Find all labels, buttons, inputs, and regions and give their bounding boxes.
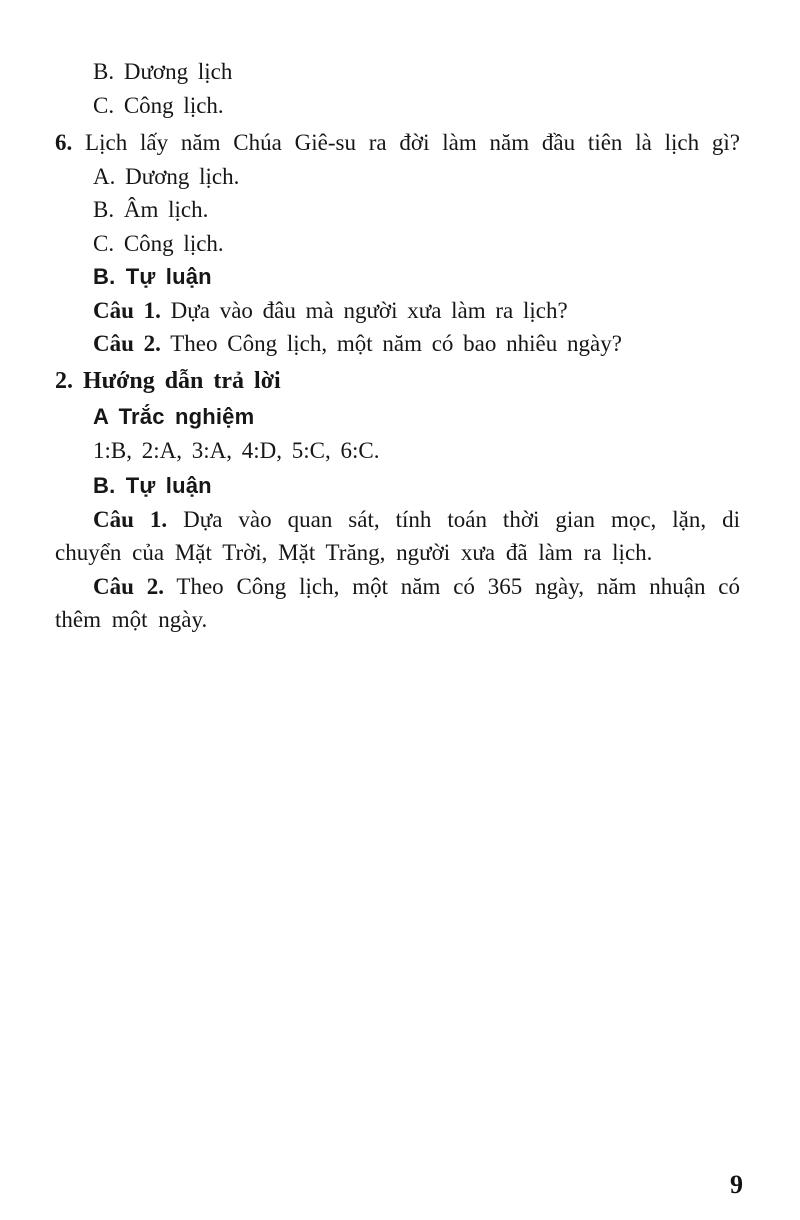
option-letter: B. xyxy=(93,59,115,84)
question-text: Lịch lấy năm Chúa Giê-su ra đời làm năm đầu tiên là lịch gì? xyxy=(85,130,740,155)
essay-question-text: Theo Công lịch, một năm có bao nhiêu ngày? xyxy=(170,331,622,356)
option-letter: C. xyxy=(93,230,115,256)
question-6 xyxy=(55,126,740,160)
question-number: 6. xyxy=(55,130,73,155)
option-row xyxy=(55,89,740,123)
essay-heading: B. Tự luận xyxy=(93,264,212,289)
option-text: Công lịch. xyxy=(123,230,224,256)
option-text: Công lịch. xyxy=(123,92,224,118)
essay-question-label: Câu 2. xyxy=(93,331,161,356)
option-text: Dương lịch xyxy=(123,59,233,84)
answer-section-number: 2. xyxy=(55,367,73,394)
answer-section-title: Hướng dẫn trả lời xyxy=(83,367,281,394)
option-letter: C. xyxy=(93,92,115,118)
essay-answer-text: Dựa vào quan sát, tính toán thời gian mọc, lặn, di chuyển của Mặt Trời, Mặt Trăng, người xưa đã làm ra lịch. xyxy=(55,506,741,565)
essay-question xyxy=(55,327,740,361)
essay-answer-text: Theo Công lịch, một năm có 365 ngày, năm nhuận có thêm một ngày. xyxy=(55,573,740,632)
essay-answer-label: Câu 1. xyxy=(93,506,168,532)
essay-answers-heading: B. Tự luận xyxy=(93,473,212,498)
mc-answer-key: 1:B, 2:A, 3:A, 4:D, 5:C, 6:C. xyxy=(93,437,380,463)
option-row xyxy=(55,160,740,194)
answer-section-heading xyxy=(55,365,740,399)
essay-answer xyxy=(55,503,740,570)
option-row xyxy=(55,55,740,89)
page-content xyxy=(55,55,740,637)
option-text: Âm lịch. xyxy=(123,197,209,222)
option-text: Dương lịch. xyxy=(125,163,240,189)
option-letter: A. xyxy=(93,163,116,189)
option-row xyxy=(55,193,740,227)
essay-answer-label: Câu 2. xyxy=(93,573,164,599)
essay-question-label: Câu 1. xyxy=(93,297,161,323)
mc-answers-heading: A Trắc nghiệm xyxy=(93,404,255,429)
option-letter: B. xyxy=(93,197,115,222)
essay-question-text: Dựa vào đâu mà người xưa làm ra lịch? xyxy=(170,297,568,323)
page-number: 9 xyxy=(730,1170,743,1199)
essay-question xyxy=(55,294,740,328)
essay-answer xyxy=(55,570,740,637)
option-row xyxy=(55,227,740,261)
